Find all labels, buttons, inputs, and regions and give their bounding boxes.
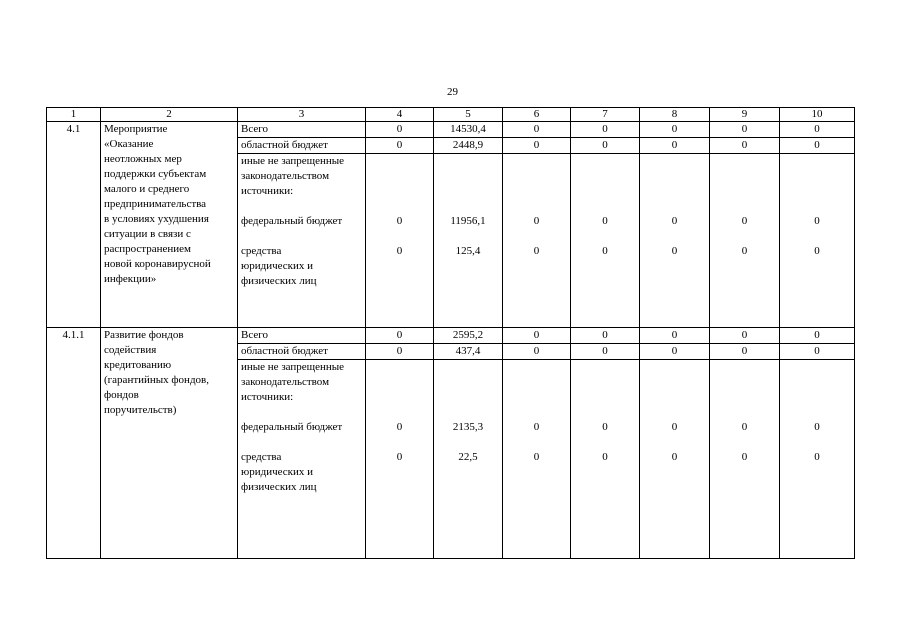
spacer (643, 435, 706, 450)
spacer (574, 169, 636, 184)
legal-value: 0 (741, 245, 748, 257)
other-sources-line: иные не запрещенные (241, 155, 345, 167)
section-name (101, 328, 238, 559)
section-name-line: поручительств) (104, 404, 177, 416)
legal-value: 0 (741, 451, 748, 463)
column-header: 1 (47, 108, 101, 122)
spacer (713, 154, 776, 169)
federal-value: 0 (533, 215, 540, 227)
other-sources-values (780, 154, 855, 328)
spacer (437, 199, 499, 214)
regional-value: 0 (780, 344, 855, 360)
spacer (574, 405, 636, 420)
spacer (713, 199, 776, 214)
spacer (783, 169, 851, 184)
spacer (643, 169, 706, 184)
federal-value: 0 (671, 421, 678, 433)
other-sources-line: законодательством (241, 376, 330, 388)
spacer (783, 229, 851, 244)
column-header: 7 (571, 108, 640, 122)
federal-value: 0 (814, 421, 820, 433)
federal-value: 0 (741, 421, 748, 433)
spacer (713, 405, 776, 420)
other-sources-label (238, 154, 366, 328)
spacer (506, 169, 567, 184)
section-name-line: неотложных мер (104, 153, 182, 165)
regional-value: 0 (571, 138, 640, 154)
total-value: 0 (780, 328, 855, 344)
legal-value: 22,5 (458, 451, 478, 463)
spacer (506, 390, 567, 405)
spacer (574, 390, 636, 405)
federal-value: 11956,1 (450, 215, 486, 227)
section-name-line: ситуации в связи с (104, 228, 191, 240)
spacer (574, 229, 636, 244)
section-name-line: (гарантийных фондов, (104, 374, 209, 386)
section-name (101, 122, 238, 328)
legal-value: 0 (533, 245, 540, 257)
spacer (783, 199, 851, 214)
regional-value: 0 (780, 138, 855, 154)
spacer (241, 435, 362, 450)
legal-value: 0 (814, 245, 820, 257)
other-sources-values (366, 360, 434, 559)
spacer (437, 435, 499, 450)
spacer (369, 184, 430, 199)
regional-value: 0 (640, 138, 710, 154)
spacer (574, 360, 636, 375)
legal-label-line: юридических и (241, 466, 314, 478)
spacer (506, 435, 567, 450)
regional-label: областной бюджет (238, 138, 366, 154)
column-header: 8 (640, 108, 710, 122)
section-name-line: фондов (104, 389, 139, 401)
other-sources-values (640, 360, 710, 559)
legal-value: 0 (533, 451, 540, 463)
spacer (574, 199, 636, 214)
total-value: 0 (640, 122, 710, 138)
spacer (506, 184, 567, 199)
total-value: 0 (366, 122, 434, 138)
section-name-line: распространением (104, 243, 192, 255)
regional-value: 437,4 (434, 344, 503, 360)
spacer (437, 360, 499, 375)
spacer (713, 390, 776, 405)
other-sources-values (710, 154, 780, 328)
column-header: 2 (101, 108, 238, 122)
spacer (369, 229, 430, 244)
spacer (643, 229, 706, 244)
spacer (783, 390, 851, 405)
spacer (643, 360, 706, 375)
spacer (783, 184, 851, 199)
spacer (369, 169, 430, 184)
regional-value: 0 (710, 138, 780, 154)
total-value: 0 (503, 122, 571, 138)
section-name-line: в условиях ухудшения (104, 213, 209, 225)
spacer (369, 360, 430, 375)
other-sources-line: источники: (241, 185, 294, 197)
total-value: 14530,4 (434, 122, 503, 138)
spacer (783, 435, 851, 450)
spacer (241, 405, 362, 420)
total-value: 2595,2 (434, 328, 503, 344)
spacer (643, 390, 706, 405)
other-sources-values (571, 360, 640, 559)
legal-value: 0 (396, 451, 403, 463)
spacer (506, 375, 567, 390)
column-header: 3 (238, 108, 366, 122)
spacer (783, 154, 851, 169)
legal-value: 125,4 (455, 245, 481, 257)
spacer (369, 390, 430, 405)
section-name-line: малого и среднего (104, 183, 190, 195)
spacer (437, 169, 499, 184)
other-sources-line: иные не запрещенные (241, 361, 345, 373)
federal-value: 0 (671, 215, 678, 227)
column-header: 4 (366, 108, 434, 122)
total-value: 0 (503, 328, 571, 344)
spacer (574, 375, 636, 390)
spacer (506, 154, 567, 169)
federal-value: 0 (396, 215, 403, 227)
section-name-line: кредитованию (104, 359, 172, 371)
spacer (506, 199, 567, 214)
spacer (713, 184, 776, 199)
total-value: 0 (780, 122, 855, 138)
legal-label-line: физических лиц (241, 481, 317, 493)
total-value: 0 (571, 122, 640, 138)
regional-value: 0 (503, 138, 571, 154)
spacer (241, 229, 362, 244)
budget-table (46, 107, 855, 559)
other-sources-values (503, 154, 571, 328)
spacer (369, 199, 430, 214)
regional-value: 0 (640, 344, 710, 360)
section-name-line: Мероприятие (104, 123, 168, 135)
spacer (713, 229, 776, 244)
spacer (643, 375, 706, 390)
legal-value: 0 (671, 245, 678, 257)
other-sources-values (710, 360, 780, 559)
spacer (437, 375, 499, 390)
spacer (643, 154, 706, 169)
legal-label-line: средства (241, 451, 282, 463)
section-name-line: содействия (104, 344, 157, 356)
regional-value: 2448,9 (434, 138, 503, 154)
table-row-total (47, 122, 855, 138)
spacer (783, 405, 851, 420)
section-name-line: поддержки субъектам (104, 168, 207, 180)
federal-value: 0 (814, 215, 820, 227)
regional-value: 0 (571, 344, 640, 360)
spacer (369, 375, 430, 390)
section-name-line: инфекции» (104, 273, 157, 285)
legal-label-line: средства (241, 245, 282, 257)
other-sources-line: источники: (241, 391, 294, 403)
table-row-total (47, 328, 855, 344)
column-header: 10 (780, 108, 855, 122)
total-value: 0 (640, 328, 710, 344)
total-value: 0 (710, 122, 780, 138)
spacer (713, 360, 776, 375)
spacer (437, 390, 499, 405)
legal-value: 0 (396, 245, 403, 257)
regional-value: 0 (503, 344, 571, 360)
section-name-line: предпринимательства (104, 198, 207, 210)
section-code: 4.1.1 (47, 328, 101, 559)
federal-value: 0 (602, 215, 608, 227)
legal-value: 0 (602, 451, 608, 463)
other-sources-values (366, 154, 434, 328)
spacer (437, 405, 499, 420)
spacer (643, 199, 706, 214)
regional-value: 0 (366, 138, 434, 154)
spacer (506, 229, 567, 244)
legal-value: 0 (602, 245, 608, 257)
federal-value: 0 (602, 421, 608, 433)
other-sources-line: законодательством (241, 170, 330, 182)
section-name-line: «Оказание (104, 138, 154, 150)
page-number: 29 (447, 86, 458, 98)
federal-value: 0 (396, 421, 403, 433)
spacer (783, 375, 851, 390)
spacer (713, 169, 776, 184)
column-header: 6 (503, 108, 571, 122)
total-value: 0 (366, 328, 434, 344)
spacer (643, 184, 706, 199)
legal-label-line: физических лиц (241, 275, 317, 287)
section-code: 4.1 (47, 122, 101, 328)
spacer (574, 154, 636, 169)
total-label: Всего (238, 328, 366, 344)
other-sources-values (434, 154, 503, 328)
regional-label: областной бюджет (238, 344, 366, 360)
other-sources-values (503, 360, 571, 559)
other-sources-values (780, 360, 855, 559)
total-label: Всего (238, 122, 366, 138)
column-header: 9 (710, 108, 780, 122)
other-sources-label (238, 360, 366, 559)
federal-label: федеральный бюджет (241, 215, 343, 227)
other-sources-values (640, 154, 710, 328)
spacer (713, 375, 776, 390)
section-name-line: новой коронавирусной (104, 258, 211, 270)
column-header: 5 (434, 108, 503, 122)
regional-value: 0 (710, 344, 780, 360)
spacer (574, 184, 636, 199)
other-sources-values (571, 154, 640, 328)
spacer (574, 435, 636, 450)
legal-label-line: юридических и (241, 260, 314, 272)
spacer (437, 154, 499, 169)
legal-value: 0 (814, 451, 820, 463)
spacer (506, 360, 567, 375)
total-value: 0 (571, 328, 640, 344)
spacer (241, 199, 362, 214)
spacer (643, 405, 706, 420)
spacer (506, 405, 567, 420)
section-name-line: Развитие фондов (104, 329, 184, 341)
federal-value: 0 (533, 421, 540, 433)
legal-value: 0 (671, 451, 678, 463)
other-sources-values (434, 360, 503, 559)
regional-value: 0 (366, 344, 434, 360)
header-row (47, 108, 855, 122)
spacer (369, 405, 430, 420)
spacer (369, 435, 430, 450)
federal-value: 0 (741, 215, 748, 227)
spacer (783, 360, 851, 375)
spacer (713, 435, 776, 450)
spacer (437, 229, 499, 244)
spacer (437, 184, 499, 199)
federal-value: 2135,3 (452, 421, 484, 433)
spacer (369, 154, 430, 169)
total-value: 0 (710, 328, 780, 344)
federal-label: федеральный бюджет (241, 421, 343, 433)
